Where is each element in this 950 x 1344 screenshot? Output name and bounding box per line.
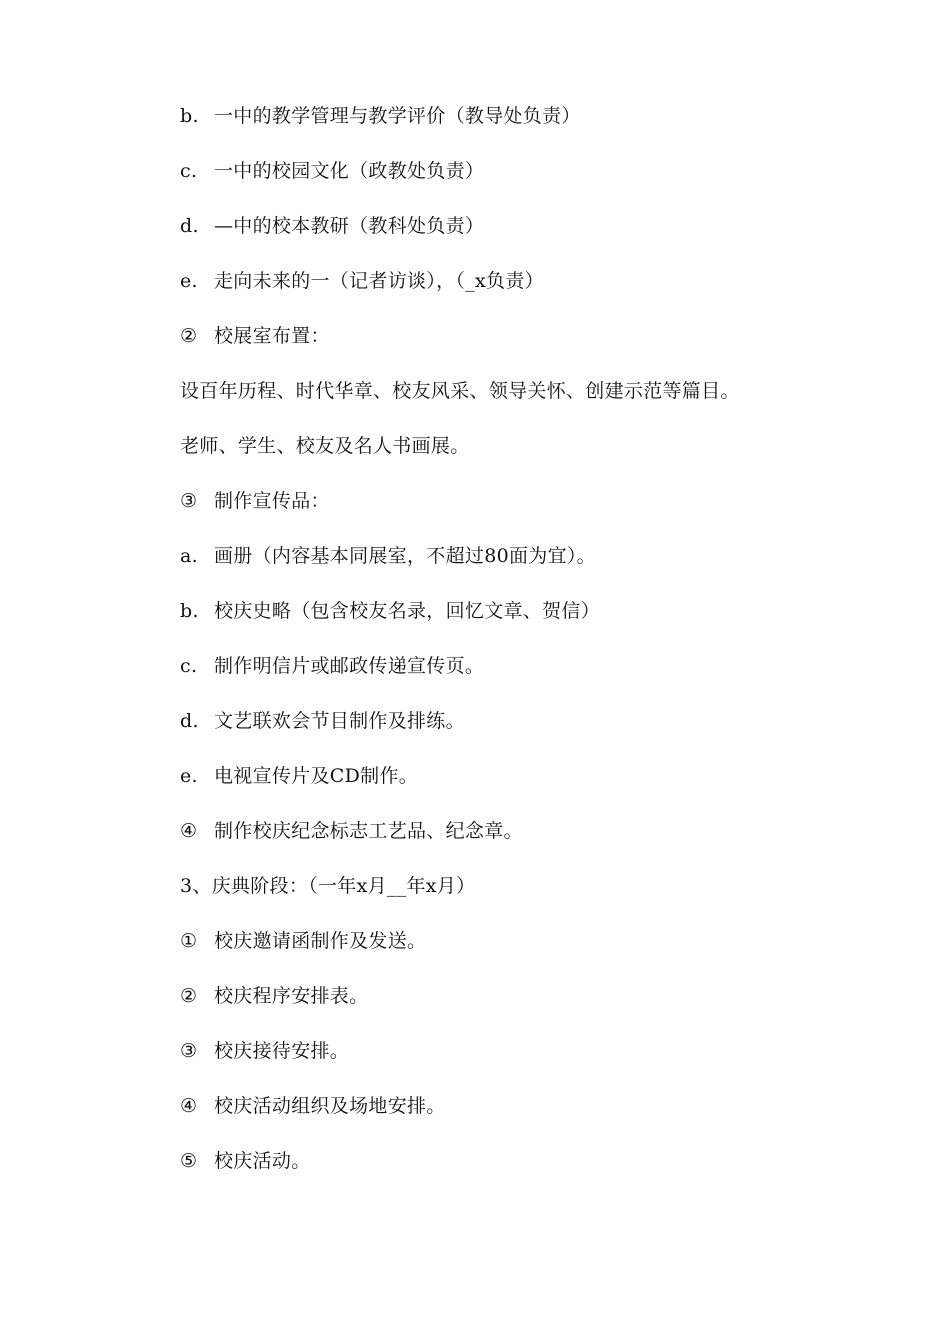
list-marker: ③ bbox=[180, 1040, 198, 1062]
paragraph-sections bbox=[180, 379, 740, 403]
list-text: 校展室布置： bbox=[214, 325, 330, 347]
list-text: 画册（内容基本同展室，不超过80面为宜）。 bbox=[214, 545, 596, 567]
list-text: 制作宣传品： bbox=[214, 490, 330, 512]
list-item-e-tv-cd bbox=[180, 764, 418, 788]
list-item-c-postcards bbox=[180, 654, 484, 678]
list-text: 校庆史略（包含校友名录，回忆文章、贺信） bbox=[214, 600, 601, 622]
list-item-c-campus-culture bbox=[180, 159, 484, 183]
section-heading-ceremony bbox=[180, 874, 475, 898]
list-item-promo-materials bbox=[180, 489, 330, 513]
paragraph-text: 设百年历程、时代华章、校友风采、领导关怀、创建示范等篇目。 bbox=[180, 380, 740, 402]
list-item-e-future bbox=[180, 269, 544, 293]
list-marker: ④ bbox=[180, 820, 198, 842]
list-marker: e. bbox=[180, 765, 198, 787]
list-item-invitations bbox=[180, 929, 426, 953]
section-heading-text: 3、庆典阶段：（一年x月__年x月） bbox=[180, 875, 476, 897]
list-text: 校庆活动组织及场地安排。 bbox=[214, 1095, 446, 1117]
list-marker: d. bbox=[180, 710, 199, 732]
list-item-exhibition-room bbox=[180, 324, 330, 348]
list-text: 走向未来的一（记者访谈），（_x负责） bbox=[214, 270, 544, 292]
list-text: 一中的校园文化（政教处负责） bbox=[214, 160, 485, 182]
list-marker: d. bbox=[180, 215, 199, 237]
paragraph-text: 老师、学生、校友及名人书画展。 bbox=[180, 435, 470, 457]
list-marker: a. bbox=[180, 545, 198, 567]
list-marker: ② bbox=[180, 985, 198, 1007]
list-item-d-performance bbox=[180, 709, 465, 733]
list-item-b-teaching bbox=[180, 104, 581, 128]
list-item-reception bbox=[180, 1039, 349, 1063]
list-marker: ③ bbox=[180, 490, 198, 512]
paragraph-art-exhibition bbox=[180, 434, 470, 458]
list-marker: ④ bbox=[180, 1095, 198, 1117]
list-text: 校庆邀请函制作及发送。 bbox=[214, 930, 427, 952]
list-item-schedule bbox=[180, 984, 368, 1008]
list-item-souvenirs bbox=[180, 819, 523, 843]
list-text: 校庆活动。 bbox=[214, 1150, 311, 1172]
list-marker: c. bbox=[180, 655, 198, 677]
list-text: 文艺联欢会节目制作及排练。 bbox=[214, 710, 465, 732]
list-text: 电视宣传片及CD制作。 bbox=[214, 765, 419, 787]
list-text: 制作校庆纪念标志工艺品、纪念章。 bbox=[214, 820, 523, 842]
list-marker: c. bbox=[180, 160, 198, 182]
list-text: 校庆程序安排表。 bbox=[214, 985, 369, 1007]
list-text: 校庆接待安排。 bbox=[214, 1040, 350, 1062]
list-item-venue bbox=[180, 1094, 446, 1118]
list-text: 一中的教学管理与教学评价（教导处负责） bbox=[214, 105, 581, 127]
list-item-d-research bbox=[180, 214, 484, 238]
list-text: 制作明信片或邮政传递宣传页。 bbox=[214, 655, 485, 677]
list-item-b-history bbox=[180, 599, 600, 623]
list-marker: e. bbox=[180, 270, 198, 292]
list-marker: ⑤ bbox=[180, 1150, 198, 1172]
list-item-activities bbox=[180, 1149, 311, 1173]
list-item-a-album bbox=[180, 544, 596, 568]
list-marker: ② bbox=[180, 325, 198, 347]
list-text: —中的校本教研（教科处负责） bbox=[214, 215, 485, 237]
list-marker: b. bbox=[180, 600, 199, 622]
list-marker: b. bbox=[180, 105, 199, 127]
list-marker: ① bbox=[180, 930, 198, 952]
